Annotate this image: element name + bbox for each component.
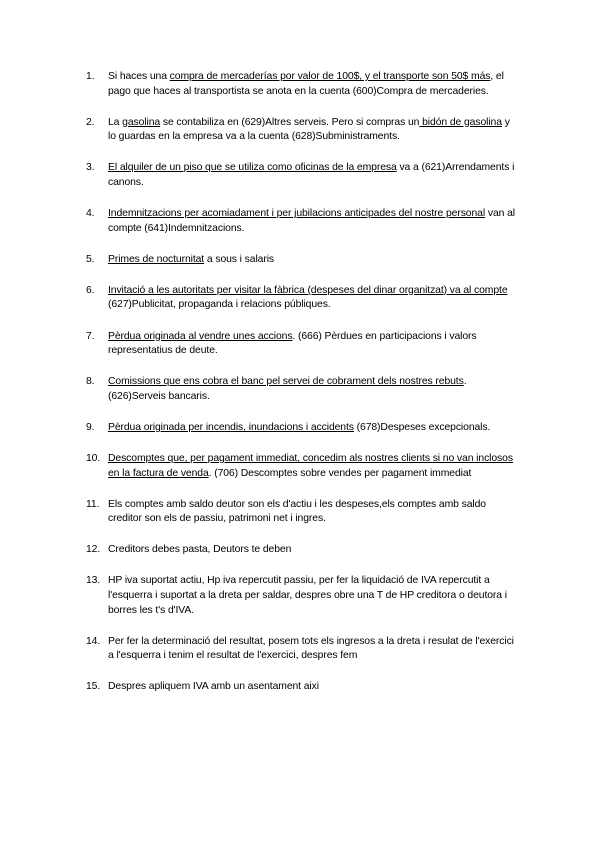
list-item-text: Si haces una [108, 71, 170, 82]
list-item-number: 14. [86, 635, 101, 647]
underlined-text: bidón de gasolina [419, 116, 502, 128]
list-item-number: 13. [86, 575, 101, 587]
list-item [86, 116, 516, 145]
underlined-text: Pèrdua originada al vendre unes accions [108, 330, 293, 342]
list-item-text: HP iva suportat actiu, Hp iva repercutit passiu, per fer la liquidació de IVA repercutit a l'esquerra i suportat a la dreta per saldar, despres obre una T de HP creditora o deutora i borres les t's d'IVA. [108, 575, 507, 616]
list-item-number: 4. [86, 208, 95, 220]
underlined-text: Indemnitzacions per acomiadament i per jubilacions anticipades del nostre personal [108, 208, 486, 220]
list-item-text: , el pago que haces al transportista se anota en la cuenta (600)Compra de mercaderies. [108, 71, 504, 97]
list-item-number: 7. [86, 330, 95, 342]
list-item-number: 10. [86, 453, 101, 464]
list-item-number: 9. [86, 421, 95, 433]
list-item [86, 574, 516, 618]
list-item [86, 161, 516, 190]
list-item-number: 3. [86, 162, 95, 174]
list-item-number: 15. [86, 681, 101, 693]
underlined-text: compra de mercaderías por valor de 100$, y el transporte son 50$ más [169, 71, 491, 82]
list-item [86, 635, 516, 664]
list-item [86, 452, 516, 481]
list-item [86, 375, 516, 404]
underlined-text: El alquiler de un piso que se utiliza como oficinas de la empresa [108, 162, 397, 174]
list-item-number: 1. [86, 71, 95, 82]
list-item-text: Creditors debes pasta, Deutors te deben [108, 544, 292, 556]
list-item-text: . (666) Pèrdues en participacions i valors representatius de deute. [108, 330, 477, 357]
list-item [86, 207, 516, 236]
list-item-text: (678)Despeses excepcionals. [353, 421, 491, 433]
list-item-text: . (626)Serveis bancaris. [108, 376, 467, 402]
underlined-text: Primes de nocturnitat [108, 253, 205, 265]
list-item-text: Els comptes amb saldo deutor son els d'actiu i les despeses,els comptes amb saldo creditor son els de passiu, patrimoni net i ingres. [108, 498, 486, 525]
numbered-notes-list [86, 70, 516, 712]
underlined-text: Comissions que ens cobra el banc pel servei de cobrament dels nostres rebuts [108, 376, 464, 388]
list-item-text: van al compte (641)Indemnitzacions. [108, 208, 515, 234]
underlined-text: gasolina [122, 116, 161, 128]
list-item-text: va a (621)Arrendaments i canons. [108, 162, 515, 188]
list-item [86, 253, 516, 268]
list-item-number: 12. [86, 544, 101, 556]
list-item-number: 6. [86, 284, 95, 296]
list-item-text: Despres apliquem IVA amb un asentament aixi [108, 681, 319, 693]
list-item [86, 680, 516, 695]
list-item-text: a sous i salaris [204, 253, 275, 265]
list-item-number: 2. [86, 116, 95, 128]
list-item [86, 330, 516, 359]
list-item [86, 498, 516, 527]
list-item-number: 11. [86, 498, 100, 510]
list-item [86, 70, 516, 99]
list-item-text: y lo guardas en la empresa va a la cuenta (628)Subministraments. [108, 116, 510, 143]
underlined-text: Pèrdua originada per incendis, inundacions i accidents [108, 421, 354, 433]
list-item-text: (627)Publicitat, propaganda i relacions públiques. [108, 299, 331, 311]
underlined-text: Descomptes que, per pagament immediat, concedim als nostres clients si no van inclosos en la factura de venda [108, 453, 513, 479]
list-item [86, 284, 516, 313]
list-item-number: 5. [86, 253, 95, 265]
list-item-text: La [108, 116, 123, 128]
list-item-text: Per fer la determinació del resultat, posem tots els ingresos a la dreta i resulat de l'exercici a l'esquerra i tenim el resultat de l'exercici, despres fem [108, 635, 514, 662]
underlined-text: Invitació a les autoritats per visitar la fàbrica (despeses del dinar organitzat) va al compte [108, 284, 508, 296]
list-item-text: se contabiliza en (629)Altres serveis. Pero si compras un [160, 116, 420, 128]
list-item [86, 421, 516, 436]
list-item-text: . (706) Descomptes sobre vendes per pagament immediat [208, 467, 472, 479]
list-item [86, 543, 516, 558]
list-item-number: 8. [86, 376, 95, 388]
